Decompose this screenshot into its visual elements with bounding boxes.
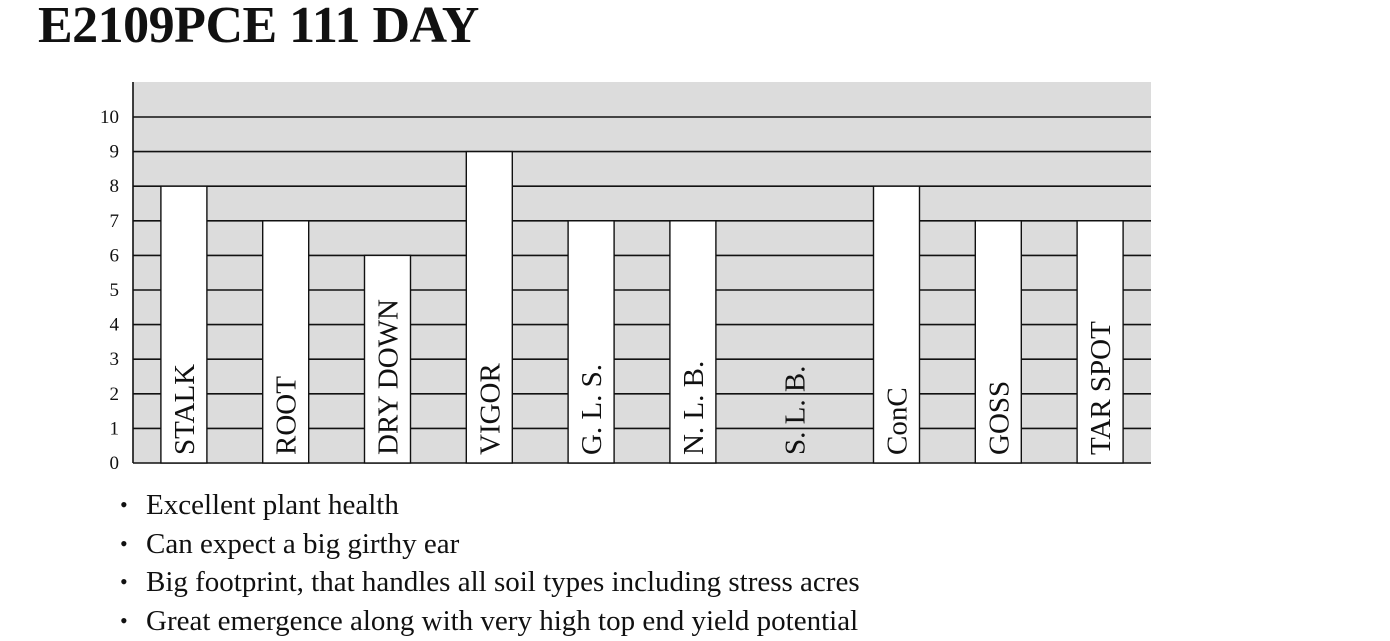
bullet-icon: • [120, 492, 128, 517]
y-tick-label: 4 [109, 314, 119, 336]
category-label: S. L. B. [779, 365, 812, 455]
y-tick-label: 6 [109, 245, 119, 267]
feature-list [120, 486, 860, 640]
bullet-icon: • [120, 607, 128, 633]
feature-item [120, 486, 860, 525]
feature-item [120, 525, 860, 564]
category-label: DRY DOWN [372, 298, 405, 455]
y-tick-label: 8 [109, 176, 119, 198]
category-label: ROOT [270, 376, 303, 455]
bullet-icon: • [120, 530, 128, 556]
category-label: G. L. S. [576, 363, 609, 455]
category-label: ConC [881, 387, 914, 455]
y-tick-label: 9 [109, 141, 119, 163]
feature-text: Can expect a big girthy ear [146, 527, 460, 560]
y-tick-label: 2 [109, 383, 119, 405]
category-label: N. L. B. [677, 360, 710, 455]
y-tick-label: 3 [109, 349, 119, 371]
category-label: VIGOR [474, 363, 507, 455]
y-tick-label: 0 [109, 453, 119, 474]
feature-text: Great emergence along with very high top end yield potential [146, 604, 859, 637]
feature-text: Excellent plant health [146, 489, 399, 521]
y-tick-label: 1 [109, 418, 119, 440]
y-tick-label: 10 [100, 107, 119, 128]
y-tick-label: 7 [109, 210, 119, 232]
category-label: TAR SPOT [1085, 321, 1118, 455]
page-title: E2109PCE 111 DAY [38, 0, 479, 54]
category-label: STALK [168, 363, 201, 455]
y-tick-label: 5 [109, 280, 119, 301]
bullet-icon: • [120, 569, 128, 594]
feature-text: Big footprint, that handles all soil types including stress acres [146, 566, 860, 598]
feature-item [120, 602, 860, 641]
feature-item [120, 563, 860, 602]
category-label: GOSS [983, 380, 1016, 455]
